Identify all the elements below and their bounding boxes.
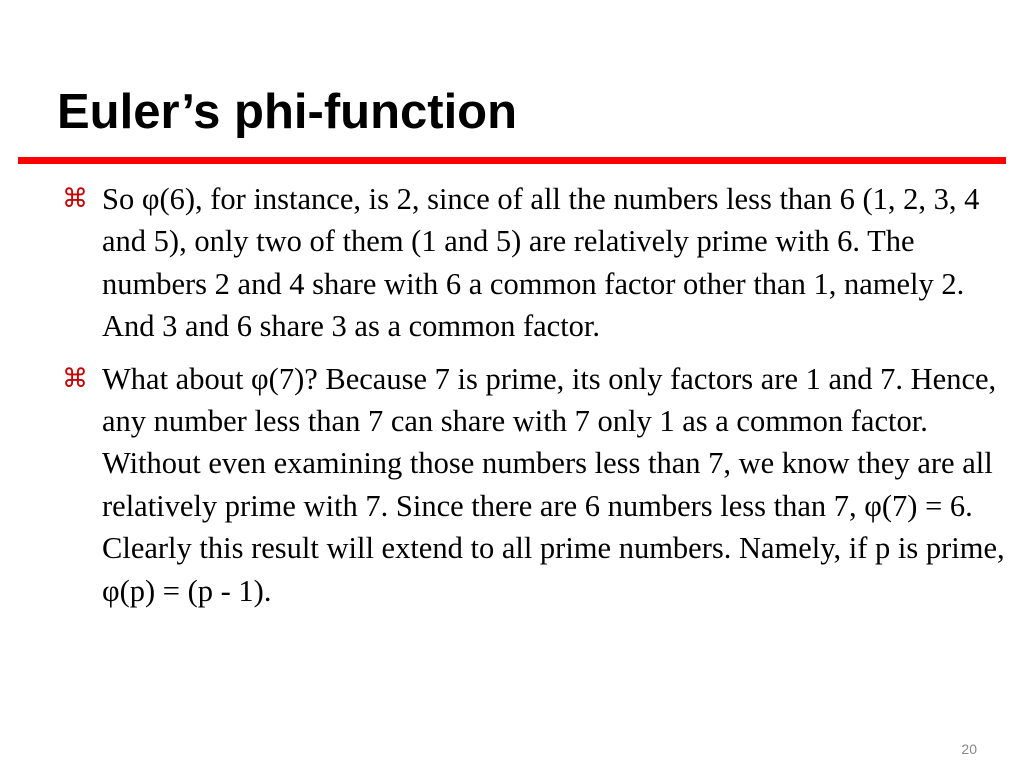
bullet-item bbox=[62, 358, 1012, 612]
title-divider bbox=[18, 157, 1006, 164]
bullet-text: What about φ(7)? Because 7 is prime, its only factors are 1 and 7. Hence, any number less than 7 can share with 7 only 1 as a common factor. Without even examining those numbers less than 7, we know they are all relatively prime with 7. Since there are 6 numbers less than 7, φ(7) = 6. Clearly this result will extend to all prime numbers. Namely, if p is prime, φ(p) = (p - 1). bbox=[102, 361, 1005, 608]
page-number: 20 bbox=[961, 741, 977, 757]
bullet-text: So φ(6), for instance, is 2, since of all the numbers less than 6 (1, 2, 3, 4 and 5), only two of them (1 and 5) are relatively prime with 6. The numbers 2 and 4 share with 6 a common factor other than 1, namely 2. And 3 and 6 share 3 as a common factor. bbox=[102, 182, 980, 344]
command-icon: ⌘ bbox=[62, 363, 88, 394]
bullet-item bbox=[62, 178, 1012, 348]
slide-title: Euler’s phi-function bbox=[57, 85, 518, 139]
command-icon: ⌘ bbox=[62, 184, 88, 214]
bullet-list bbox=[62, 178, 1012, 622]
